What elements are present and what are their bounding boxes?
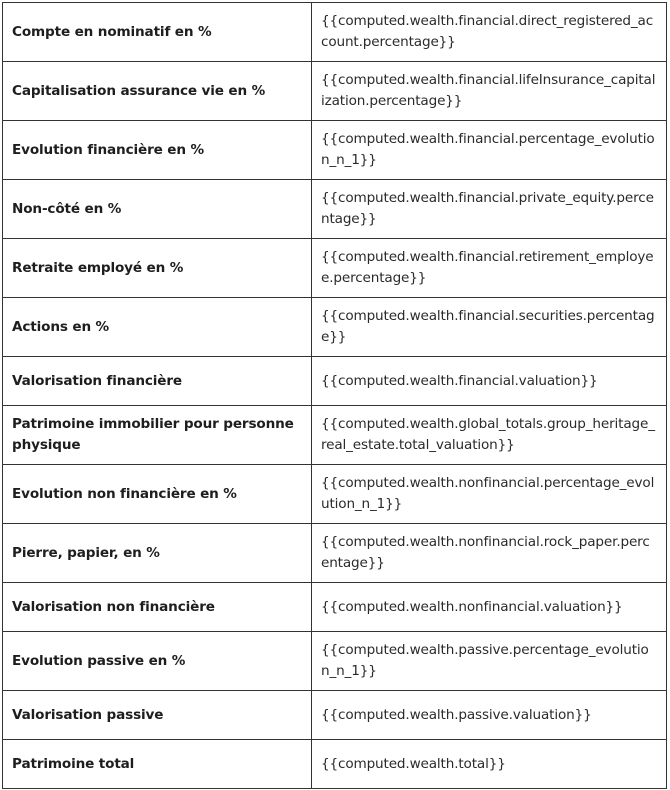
row-value: {{computed.wealth.financial.retirement_employee.percentage}} [312,239,667,298]
row-label: Valorisation non financière [3,583,312,632]
table-row [3,691,667,740]
row-label: Valorisation financière [3,357,312,406]
table-row [3,180,667,239]
table-row [3,239,667,298]
table-row [3,357,667,406]
variables-table [2,2,667,789]
row-label: Patrimoine total [3,740,312,789]
table-row [3,740,667,789]
row-value: {{computed.wealth.nonfinancial.valuation}} [312,583,667,632]
row-value: {{computed.wealth.financial.private_equity.percentage}} [312,180,667,239]
row-value: {{computed.wealth.financial.percentage_evolution_n_1}} [312,121,667,180]
table-row [3,62,667,121]
row-label: Capitalisation assurance vie en % [3,62,312,121]
row-label: Evolution financière en % [3,121,312,180]
row-label: Compte en nominatif en % [3,3,312,62]
row-value: {{computed.wealth.total}} [312,740,667,789]
row-label: Evolution non financière en % [3,465,312,524]
row-value: {{computed.wealth.nonfinancial.percentage_evolution_n_1}} [312,465,667,524]
row-value: {{computed.wealth.passive.percentage_evolution_n_1}} [312,632,667,691]
table-row [3,298,667,357]
row-value: {{computed.wealth.financial.direct_registered_account.percentage}} [312,3,667,62]
row-label: Retraite employé en % [3,239,312,298]
row-label: Actions en % [3,298,312,357]
table-row [3,583,667,632]
table-row [3,121,667,180]
row-label: Evolution passive en % [3,632,312,691]
row-value: {{computed.wealth.nonfinancial.rock_paper.percentage}} [312,524,667,583]
row-label: Pierre, papier, en % [3,524,312,583]
row-label: Non-côté en % [3,180,312,239]
row-label: Patrimoine immobilier pour personne physique [3,406,312,465]
table-row [3,406,667,465]
row-value: {{computed.wealth.passive.valuation}} [312,691,667,740]
row-label: Valorisation passive [3,691,312,740]
row-value: {{computed.wealth.financial.lifeInsurance_capitalization.percentage}} [312,62,667,121]
row-value: {{computed.wealth.financial.valuation}} [312,357,667,406]
row-value: {{computed.wealth.financial.securities.percentage}} [312,298,667,357]
table-row [3,524,667,583]
table-row [3,632,667,691]
table-row [3,465,667,524]
table-row [3,3,667,62]
row-value: {{computed.wealth.global_totals.group_heritage_real_estate.total_valuation}} [312,406,667,465]
